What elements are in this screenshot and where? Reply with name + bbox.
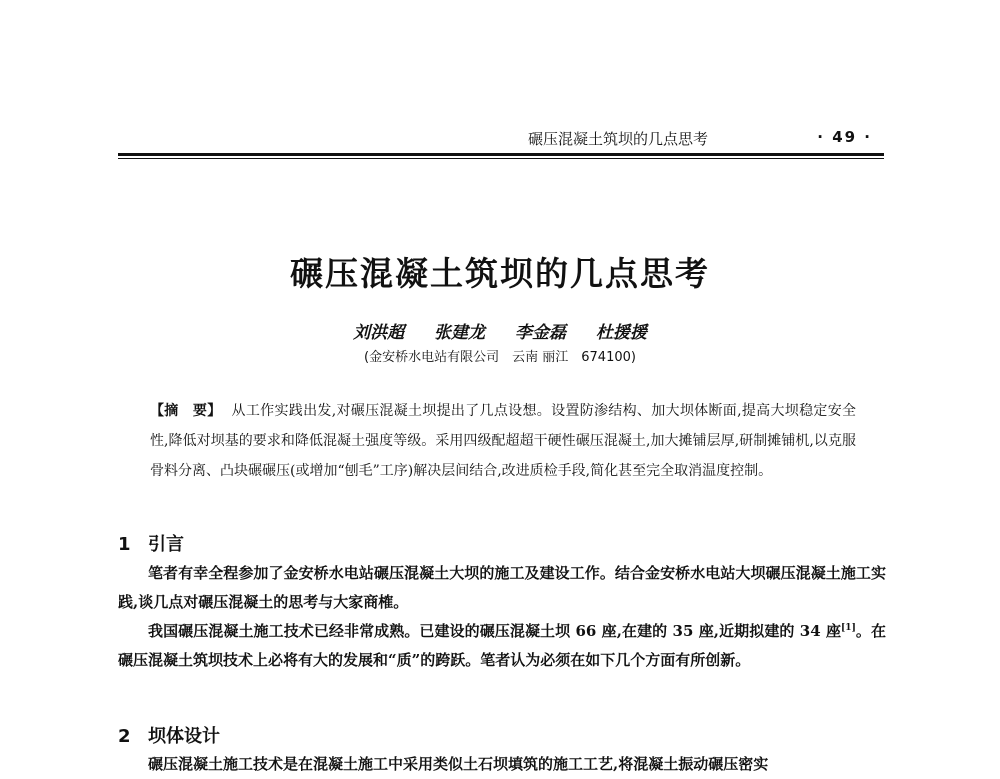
section-number: 2 — [118, 726, 131, 747]
page-number: · 49 · — [817, 128, 872, 146]
dam-design-body — [118, 750, 886, 773]
header-rule-thick — [118, 153, 884, 156]
body-paragraph: 碾压混凝土施工技术是在混凝土施工中采用类似土石坝填筑的施工工艺,将混凝土振动碾压密实 — [148, 755, 769, 773]
introduction-body — [118, 559, 886, 675]
section-number: 1 — [118, 534, 131, 555]
body-paragraph: 笔者有幸全程参加了金安桥水电站碾压混凝土大坝的施工及建设工作。结合金安桥水电站大坝碾压混凝土施工实践,谈几点对碾压混凝土的思考与大家商榷。 — [118, 564, 886, 611]
header-rule-thin — [118, 158, 884, 159]
abstract-text: 从工作实践出发,对碾压混凝土坝提出了几点设想。设置防渗结构、加大坝体断面,提高大坝稳定安全性,降低对坝基的要求和降低混凝土强度等级。采用四级配超超干硬性碾压混凝土,加大摊铺层厚,研制摊铺机,以克服骨料分离、凸块碾碾压(或增加“刨毛”工序)解决层间结合,改进质检手段,简化甚至完全取消温度控制。 — [150, 403, 856, 479]
paper-title: 碾压混凝土筑坝的几点思考 — [290, 254, 710, 293]
section-heading-introduction — [118, 530, 184, 556]
running-header-title: 碾压混凝土筑坝的几点思考 — [527, 130, 708, 148]
author-list — [0, 318, 1000, 343]
abstract-label: 【摘 要】 — [150, 403, 222, 419]
author-name: 刘洪超 — [353, 323, 405, 343]
section-heading-dam-design — [118, 722, 220, 748]
section-title: 坝体设计 — [148, 726, 220, 747]
running-header — [118, 128, 882, 148]
author-name: 杜援援 — [595, 323, 647, 343]
author-name: 张建龙 — [434, 323, 486, 343]
author-affiliation: (金安桥水电站有限公司 云南 丽江 674100) — [364, 350, 636, 365]
section-title: 引言 — [148, 534, 184, 555]
body-paragraph: 我国碾压混凝土施工技术已经非常成熟。已建设的碾压混凝土坝 66 座,在建的 35 座,近期拟建的 34 座[1]。在碾压混凝土筑坝技术上必将有大的发展和“质”的跨跃。笔者认为必须在如下几个方面有所创新。 — [118, 622, 886, 669]
citation-ref: [1] — [841, 623, 856, 633]
author-name: 李金磊 — [514, 323, 566, 343]
abstract — [150, 396, 856, 486]
